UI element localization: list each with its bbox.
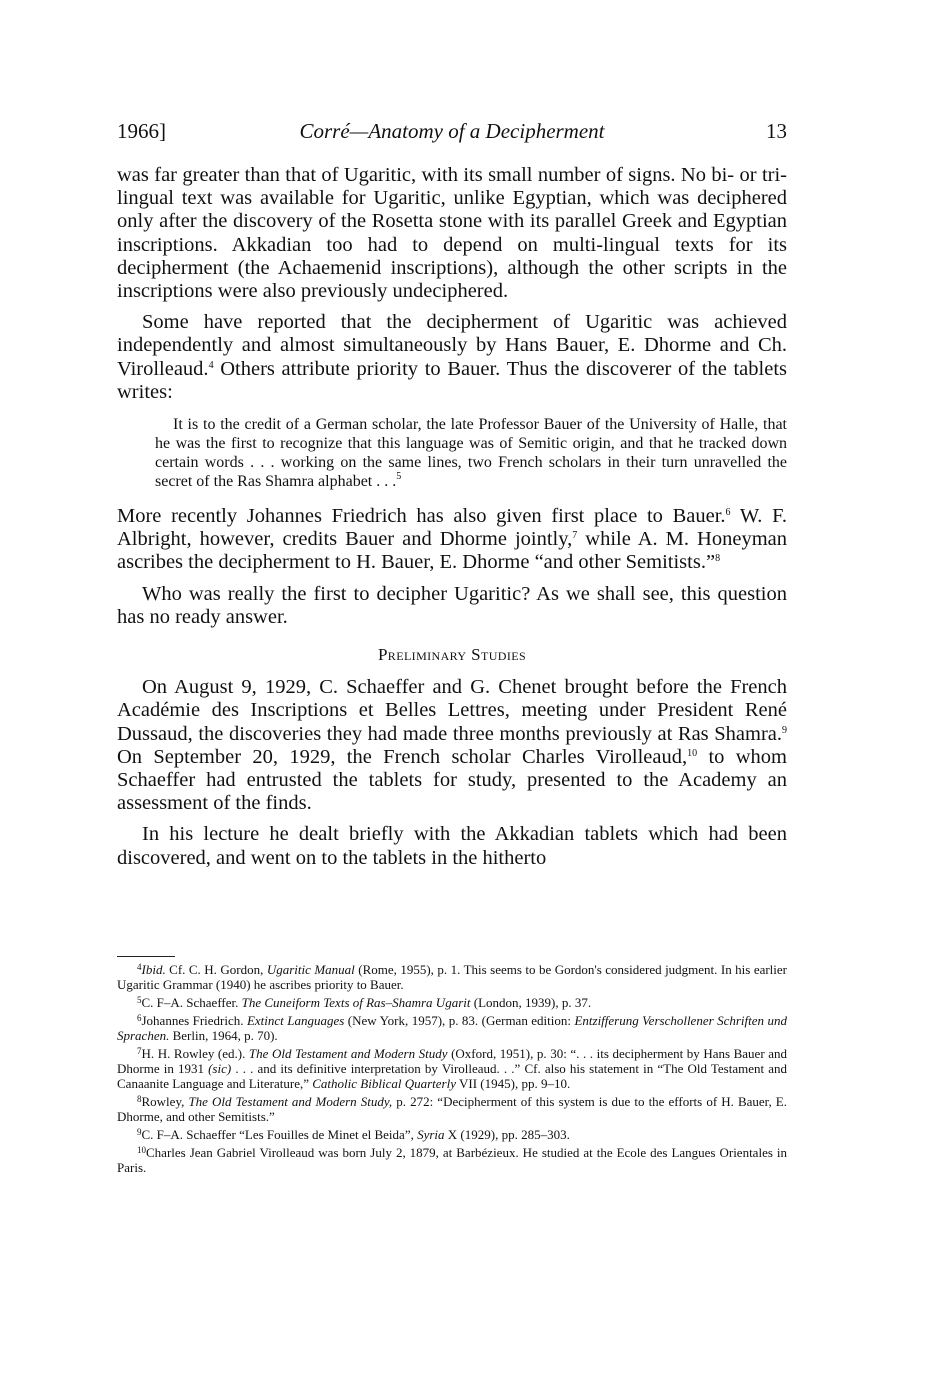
footnote-text: (Rome, 1955), p. 1. This seems to be Gordon's considered judgment. In his earlier Ugaritic Grammar (1940) he ascribes priority to Bauer. [117, 962, 788, 992]
paragraph-5-text-b: On September 20, 1929, the French scholar Charles Virolleaud, [117, 745, 688, 768]
footnote-text: . . . and its definitive interpretation by Virolleaud. . .” Cf. also his statement in “The Old Testament and Canaanite Language and Literature,” [117, 1061, 787, 1091]
footnote-ref-7[interactable]: 7 [572, 530, 578, 542]
paragraph-3 [117, 505, 787, 575]
footnote-ref-6[interactable]: 6 [725, 507, 731, 519]
footnote-ref-5[interactable]: 5 [396, 471, 402, 483]
footnote-text: Rowley, [141, 1094, 189, 1109]
footnote-text: Charles Jean Gabriel Virolleaud was born July 2, 1879, at Barbézieux. He studied at the Ecole des Langues Orientales in Paris. [117, 1145, 787, 1175]
footnote-text: C. F–A. Schaeffer. [141, 995, 242, 1010]
footnote-italic: Extinct Languages [246, 1013, 345, 1028]
footnote-10 [117, 1145, 787, 1175]
footnote-ref-9[interactable]: 9 [782, 724, 787, 736]
footnote-text: C. F–A. Schaeffer “Les Fouilles de Minet el Beida”, [141, 1127, 418, 1142]
footnote-8 [117, 1094, 787, 1124]
paragraph-3-text-b: W. F. Albright, however, credits Bauer and Dhorme jointly, [117, 505, 787, 551]
page-number: 13 [766, 119, 787, 143]
footnote-italic: (sic) [208, 1061, 232, 1076]
footnote-ref-10[interactable]: 10 [687, 747, 698, 759]
footnote-text: (New York, 1957), p. 83. (German edition: [344, 1013, 575, 1028]
body-text [117, 164, 787, 878]
footnote-italic: The Cuneiform Texts of Ras–Shamra Ugarit [241, 995, 471, 1010]
footnote-number: 7 [137, 1046, 142, 1056]
footnote-text: (Oxford, 1951), p. 30: “. . . its decipherment by Hans Bauer and Dhorme in 1931 [117, 1046, 787, 1076]
footnote-5 [117, 995, 787, 1010]
footnote-italic: The Old Testament and Modern Study, [188, 1094, 393, 1109]
footnote-text: p. 272: “Decipherment of this system is due to the efforts of H. Bauer, E. Dhorme, and other Semitists.” [117, 1094, 787, 1124]
footnote-italic: The Old Testament and Modern Study [248, 1046, 448, 1061]
footnote-number: 4 [137, 962, 142, 972]
footnote-4 [117, 962, 787, 992]
footnote-italic: Ugaritic Manual [266, 962, 355, 977]
paragraph-5-text-a: On August 9, 1929, C. Schaeffer and G. Chenet brought before the French Académie des Inscriptions et Belles Lettres, meeting under President René Dussaud, the discoveries they had made three months previously at Ras Shamra. [117, 676, 787, 745]
footnote-ref-4[interactable]: 4 [208, 359, 214, 371]
paragraph-5-text-c: to whom Schaeffer had entrusted the tablets for study, presented to the Academy an assessment of the finds. [117, 745, 787, 815]
footnote-6 [117, 1013, 787, 1043]
paragraph-6: In his lecture he dealt briefly with the Akkadian tablets which had been discovered, and went on to the tablets in the hitherto [117, 823, 787, 869]
footnote-number: 8 [137, 1094, 142, 1104]
footnote-italic: Syria [417, 1127, 445, 1142]
paragraph-3-text-a: More recently Johannes Friedrich has also given first place to Bauer. [117, 505, 726, 528]
footnote-italic: Entzifferung Verschollener Schriften und Sprachen. [117, 1013, 787, 1043]
footnote-italic: Ibid. [141, 962, 166, 977]
footnote-ref-8[interactable]: 8 [715, 553, 721, 565]
paragraph-1: was far greater than that of Ugaritic, with its small number of signs. No bi- or tri-lingual text was available for Ugaritic, unlike Egyptian, which was deciphered only after the discovery of the Rosetta stone with its parallel Greek and Egyptian inscriptions. Akkadian too had to depend on multi-lingual texts for its decipherment (the Achaemenid inscriptions), although the other scripts in the inscriptions were also previously undeciphered. [117, 164, 787, 303]
footnote-7 [117, 1046, 787, 1091]
section-heading: Preliminary Studies [377, 645, 527, 665]
footnotes [117, 962, 787, 1178]
paragraph-2-text-a: Some have reported that the decipherment of Ugaritic was achieved independently and almost simultaneously by Hans Bauer, E. Dhorme and Ch. Virolleaud. [117, 311, 787, 380]
footnote-text: Berlin, 1964, p. 70). [169, 1028, 278, 1043]
paragraph-2 [117, 311, 787, 404]
footnote-9 [117, 1127, 787, 1142]
block-quote-text: It is to the credit of a German scholar, the late Professor Bauer of the University of Halle, that he was the first to recognize that this language was of Semitic origin, and that he tracked down certain words . . . working on the same lines, two French scholars in their turn unravelled the secret of the Ras Shamra alphabet . . . [155, 416, 787, 491]
paragraph-2-text-b: Others attribute priority to Bauer. Thus the discoverer of the tablets writes: [117, 357, 787, 403]
footnote-text: X (1929), pp. 285–303. [444, 1127, 570, 1142]
paragraph-3-text-c: while A. M. Honeyman ascribes the decipherment to H. Bauer, E. Dhorme “and other Semitists.” [117, 528, 787, 574]
footnote-italic: Catholic Biblical Quarterly [312, 1076, 456, 1091]
footnote-divider [117, 956, 175, 957]
footnote-text: Cf. C. H. Gordon, [165, 962, 267, 977]
footnote-number: 6 [137, 1013, 142, 1023]
paragraph-4: Who was really the first to decipher Ugaritic? As we shall see, this question has no ready answer. [117, 582, 787, 628]
footnote-text: Johannes Friedrich. [141, 1013, 247, 1028]
paragraph-5 [117, 676, 787, 815]
footnote-text: H. H. Rowley (ed.). [141, 1046, 249, 1061]
footnote-number: 9 [137, 1127, 142, 1137]
block-quote [155, 415, 787, 491]
running-title: Corré—Anatomy of a Decipherment [299, 119, 605, 143]
header-year: 1966] [117, 119, 166, 143]
footnote-text: (London, 1939), p. 37. [470, 995, 592, 1010]
footnote-number: 10 [137, 1145, 146, 1155]
footnote-number: 5 [137, 995, 142, 1005]
footnote-text: VII (1945), pp. 9–10. [455, 1076, 571, 1091]
